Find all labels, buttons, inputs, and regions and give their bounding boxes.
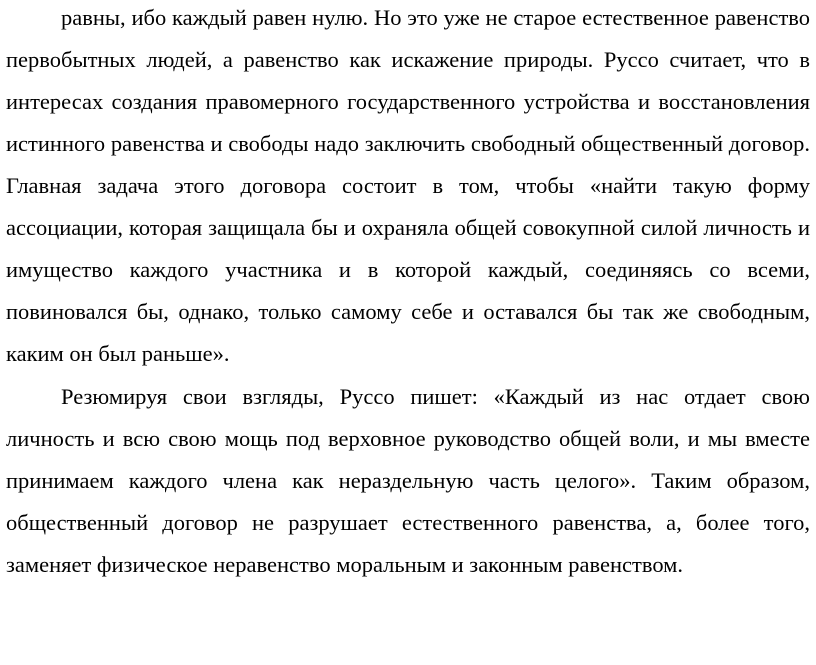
paragraph: Резюмируя свои взгляды, Руссо пишет: «Каждый из нас отдает свою личность и всю свою мощь под верховное руководство общей воли, и мы вместе принимаем каждого члена как нераздельную часть целого». Таким образом, общественный договор не разрушает естественного равенства, а, более того, заменяет физическое неравенство моральным и законным равенством. (6, 384, 810, 577)
paragraph: равны, ибо каждый равен нулю. Но это уже не старое естественное равенство первобытных людей, а равенство как искажение природы. Руссо считает, что в интересах создания правомерного государственного устройства и восстановления истинного равенства и свободы надо заключить свободный общественный договор. Главная задача этого договора состоит в том, чтобы «найти такую форму ассоциации, которая защищала бы и охраняла общей совокупной силой личность и имущество каждого участника и в которой каждый, соединяясь со всеми, повиновался бы, однако, только самому себе и оставался бы так же свободным, каким он был раньше». (6, 5, 810, 366)
